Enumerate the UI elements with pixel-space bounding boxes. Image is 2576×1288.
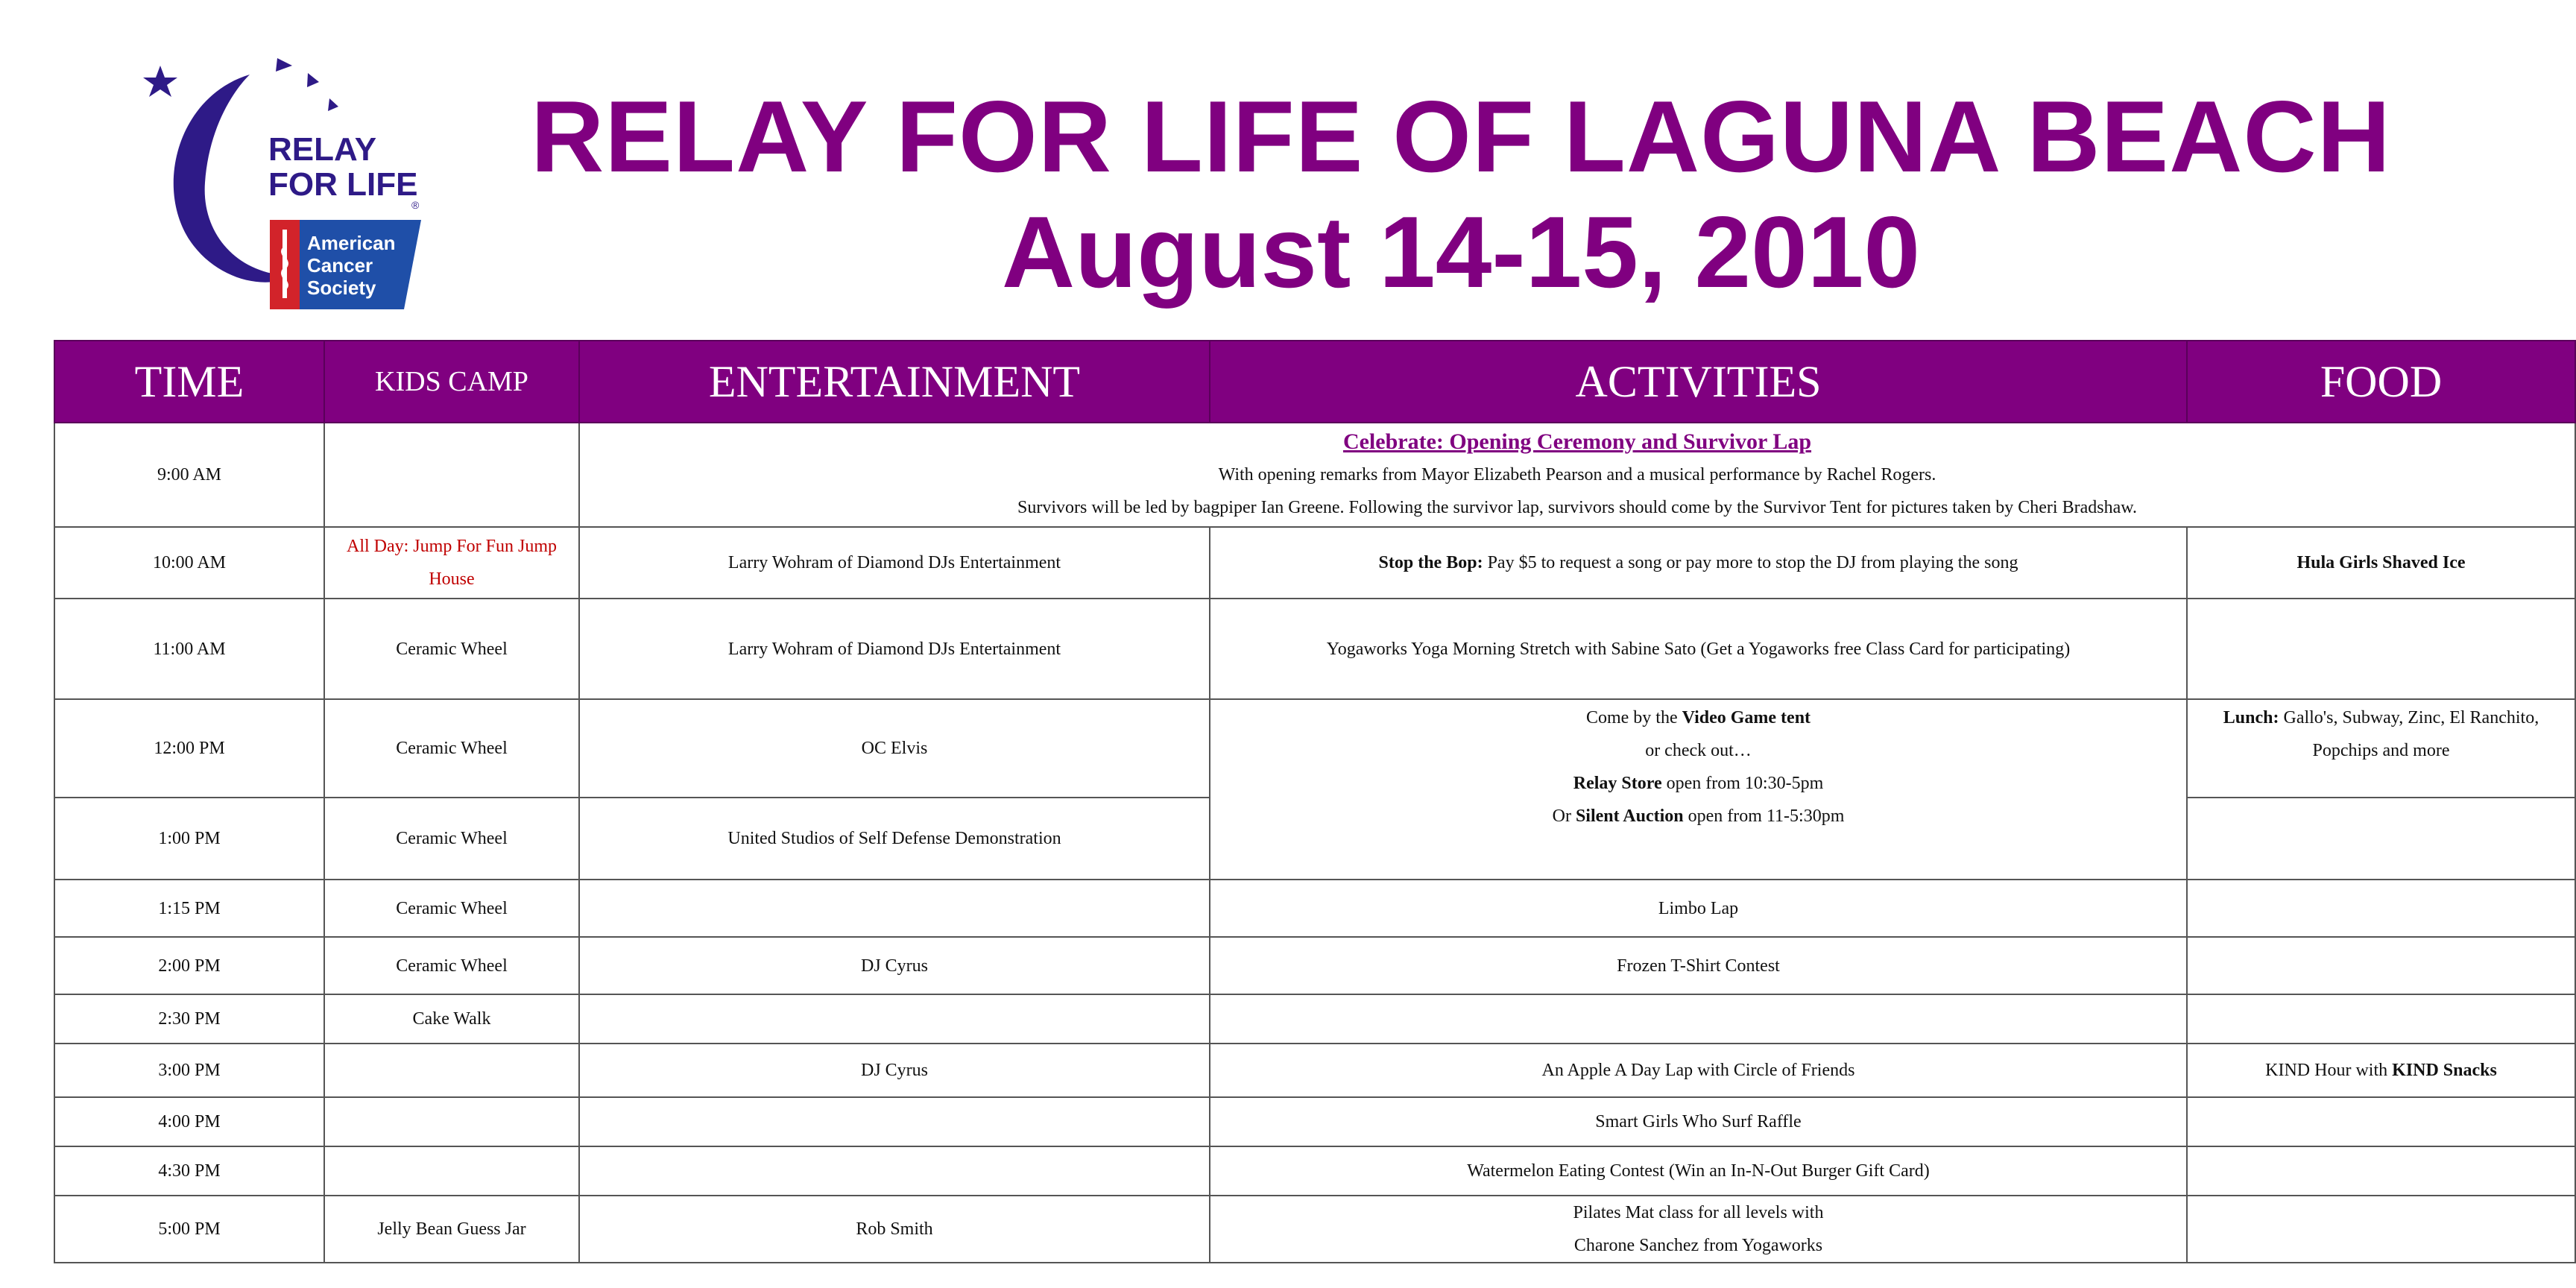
food-cell bbox=[2187, 880, 2575, 937]
entertainment-cell: OC Elvis bbox=[579, 699, 1210, 798]
activity-cell bbox=[1210, 699, 2187, 880]
schedule-table bbox=[54, 340, 2576, 1263]
food-cell bbox=[2187, 527, 2575, 599]
table-row bbox=[54, 994, 2575, 1044]
time-cell: 11:00 AM bbox=[54, 599, 324, 699]
activity-line: Relay Store open from 10:30-5pm bbox=[1573, 774, 1824, 793]
food-cell bbox=[2187, 798, 2575, 880]
entertainment-cell bbox=[579, 994, 1210, 1044]
page-title: RELAY FOR LIFE OF LAGUNA BEACH bbox=[531, 80, 2391, 193]
activity-cell: Watermelon Eating Contest (Win an In-N-Out Burger Gift Card) bbox=[1210, 1146, 2187, 1196]
svg-text:®: ® bbox=[411, 199, 420, 211]
table-row bbox=[54, 599, 2575, 699]
activity-cell bbox=[579, 423, 2575, 527]
table-row bbox=[54, 880, 2575, 937]
svg-text:Society: Society bbox=[307, 277, 376, 299]
food-cell bbox=[2187, 1146, 2575, 1196]
time-cell: 4:00 PM bbox=[54, 1097, 324, 1146]
event-date: August 14-15, 2010 bbox=[1001, 195, 1921, 309]
kids-cell: Ceramic Wheel bbox=[324, 699, 579, 798]
kids-cell bbox=[324, 1044, 579, 1097]
time-cell: 3:00 PM bbox=[54, 1044, 324, 1097]
kids-cell: Cake Walk bbox=[324, 994, 579, 1044]
entertainment-cell bbox=[579, 880, 1210, 937]
activity-bold: Stop the Bop: bbox=[1378, 553, 1483, 572]
activity-line: Charone Sanchez from Yogaworks bbox=[1573, 1236, 1823, 1255]
triangle-icon bbox=[276, 58, 292, 72]
star-icon bbox=[143, 66, 177, 97]
activity-line: Or Silent Auction open from 11-5:30pm bbox=[1552, 806, 1845, 826]
activity-cell: An Apple A Day Lap with Circle of Friends bbox=[1210, 1044, 2187, 1097]
entertainment-cell: United Studios of Self Defense Demonstration bbox=[579, 798, 1210, 880]
table-row bbox=[54, 937, 2575, 994]
entertainment-cell: DJ Cyrus bbox=[579, 1044, 1210, 1097]
triangle-icon bbox=[307, 73, 319, 87]
header-row bbox=[54, 341, 2575, 423]
american-cancer-society-badge bbox=[270, 220, 421, 309]
kids-cell: Ceramic Wheel bbox=[324, 798, 579, 880]
table-row bbox=[54, 1146, 2575, 1196]
activity-line: Pilates Mat class for all levels with bbox=[1573, 1203, 1824, 1222]
food-cell: Lunch: Gallo's, Subway, Zinc, El Ranchito, Popchips and more bbox=[2187, 699, 2575, 798]
activity-cell: Yogaworks Yoga Morning Stretch with Sabine Sato (Get a Yogaworks free Class Card for participating) bbox=[1210, 599, 2187, 699]
entertainment-cell: Larry Wohram of Diamond DJs Entertainment bbox=[579, 599, 1210, 699]
table-row bbox=[54, 1097, 2575, 1146]
kids-cell bbox=[324, 1097, 579, 1146]
activity-line: or check out… bbox=[1645, 741, 1752, 760]
time-cell: 2:30 PM bbox=[54, 994, 324, 1044]
food-cell bbox=[2187, 599, 2575, 699]
table-row bbox=[54, 527, 2575, 599]
kids-cell: Ceramic Wheel bbox=[324, 937, 579, 994]
entertainment-cell: DJ Cyrus bbox=[579, 937, 1210, 994]
activity-cell: Smart Girls Who Surf Raffle bbox=[1210, 1097, 2187, 1146]
time-cell: 10:00 AM bbox=[54, 527, 324, 599]
column-header-kids-camp: KIDS CAMP bbox=[324, 341, 579, 423]
activity-cell bbox=[1210, 527, 2187, 599]
column-header-entertainment: ENTERTAINMENT bbox=[579, 341, 1210, 423]
food-cell bbox=[2187, 937, 2575, 994]
time-cell: 12:00 PM bbox=[54, 699, 324, 798]
column-header-food: FOOD bbox=[2187, 341, 2575, 423]
entertainment-cell bbox=[579, 1146, 1210, 1196]
food-cell bbox=[2187, 994, 2575, 1044]
opening-ceremony-title: Celebrate: Opening Ceremony and Survivor Lap bbox=[1342, 429, 1812, 454]
kids-cell: All Day: Jump For Fun Jump House bbox=[324, 527, 579, 599]
entertainment-cell bbox=[579, 1097, 1210, 1146]
svg-text:FOR LIFE: FOR LIFE bbox=[268, 166, 418, 203]
column-header-activities: ACTIVITIES bbox=[1210, 341, 2187, 423]
entertainment-cell: Rob Smith bbox=[579, 1196, 1210, 1263]
time-cell: 9:00 AM bbox=[54, 423, 324, 527]
food-cell bbox=[2187, 1196, 2575, 1263]
relay-for-life-logo bbox=[134, 52, 447, 328]
time-cell: 1:15 PM bbox=[54, 880, 324, 937]
activity-cell: Frozen T-Shirt Contest bbox=[1210, 937, 2187, 994]
kids-cell: Ceramic Wheel bbox=[324, 599, 579, 699]
activity-line: Come by the Video Game tent bbox=[1585, 708, 1811, 727]
kids-cell bbox=[324, 1146, 579, 1196]
svg-text:Cancer: Cancer bbox=[307, 254, 373, 277]
activity-line: With opening remarks from Mayor Elizabeth Pearson and a musical performance by Rachel Rogers. bbox=[1218, 465, 1936, 484]
triangle-icon bbox=[328, 98, 338, 111]
food-cell: KIND Hour with KIND Snacks bbox=[2187, 1044, 2575, 1097]
entertainment-cell: Larry Wohram of Diamond DJs Entertainment bbox=[579, 527, 1210, 599]
table-row bbox=[54, 1044, 2575, 1097]
activity-cell: Limbo Lap bbox=[1210, 880, 2187, 937]
table-row bbox=[54, 699, 2575, 798]
time-cell: 5:00 PM bbox=[54, 1196, 324, 1263]
activity-text: Pay $5 to request a song or pay more to stop the DJ from playing the song bbox=[1483, 553, 2018, 572]
table-row bbox=[54, 1196, 2575, 1263]
activity-cell bbox=[1210, 1196, 2187, 1263]
activity-cell bbox=[1210, 994, 2187, 1044]
food-cell bbox=[2187, 1097, 2575, 1146]
time-cell: 1:00 PM bbox=[54, 798, 324, 880]
time-cell: 2:00 PM bbox=[54, 937, 324, 994]
svg-text:American: American bbox=[307, 232, 396, 254]
kids-cell: Ceramic Wheel bbox=[324, 880, 579, 937]
kids-cell bbox=[324, 423, 579, 527]
time-cell: 4:30 PM bbox=[54, 1146, 324, 1196]
kids-cell: Jelly Bean Guess Jar bbox=[324, 1196, 579, 1263]
table-row bbox=[54, 423, 2575, 527]
food-text: Hula Girls Shaved Ice bbox=[2296, 553, 2466, 572]
column-header-time: TIME bbox=[54, 341, 324, 423]
activity-line: Survivors will be led by bagpiper Ian Greene. Following the survivor lap, survivors should come by the Survivor Tent for pictures taken by Cheri Bradshaw. bbox=[1017, 498, 2138, 517]
svg-text:RELAY: RELAY bbox=[268, 131, 377, 168]
